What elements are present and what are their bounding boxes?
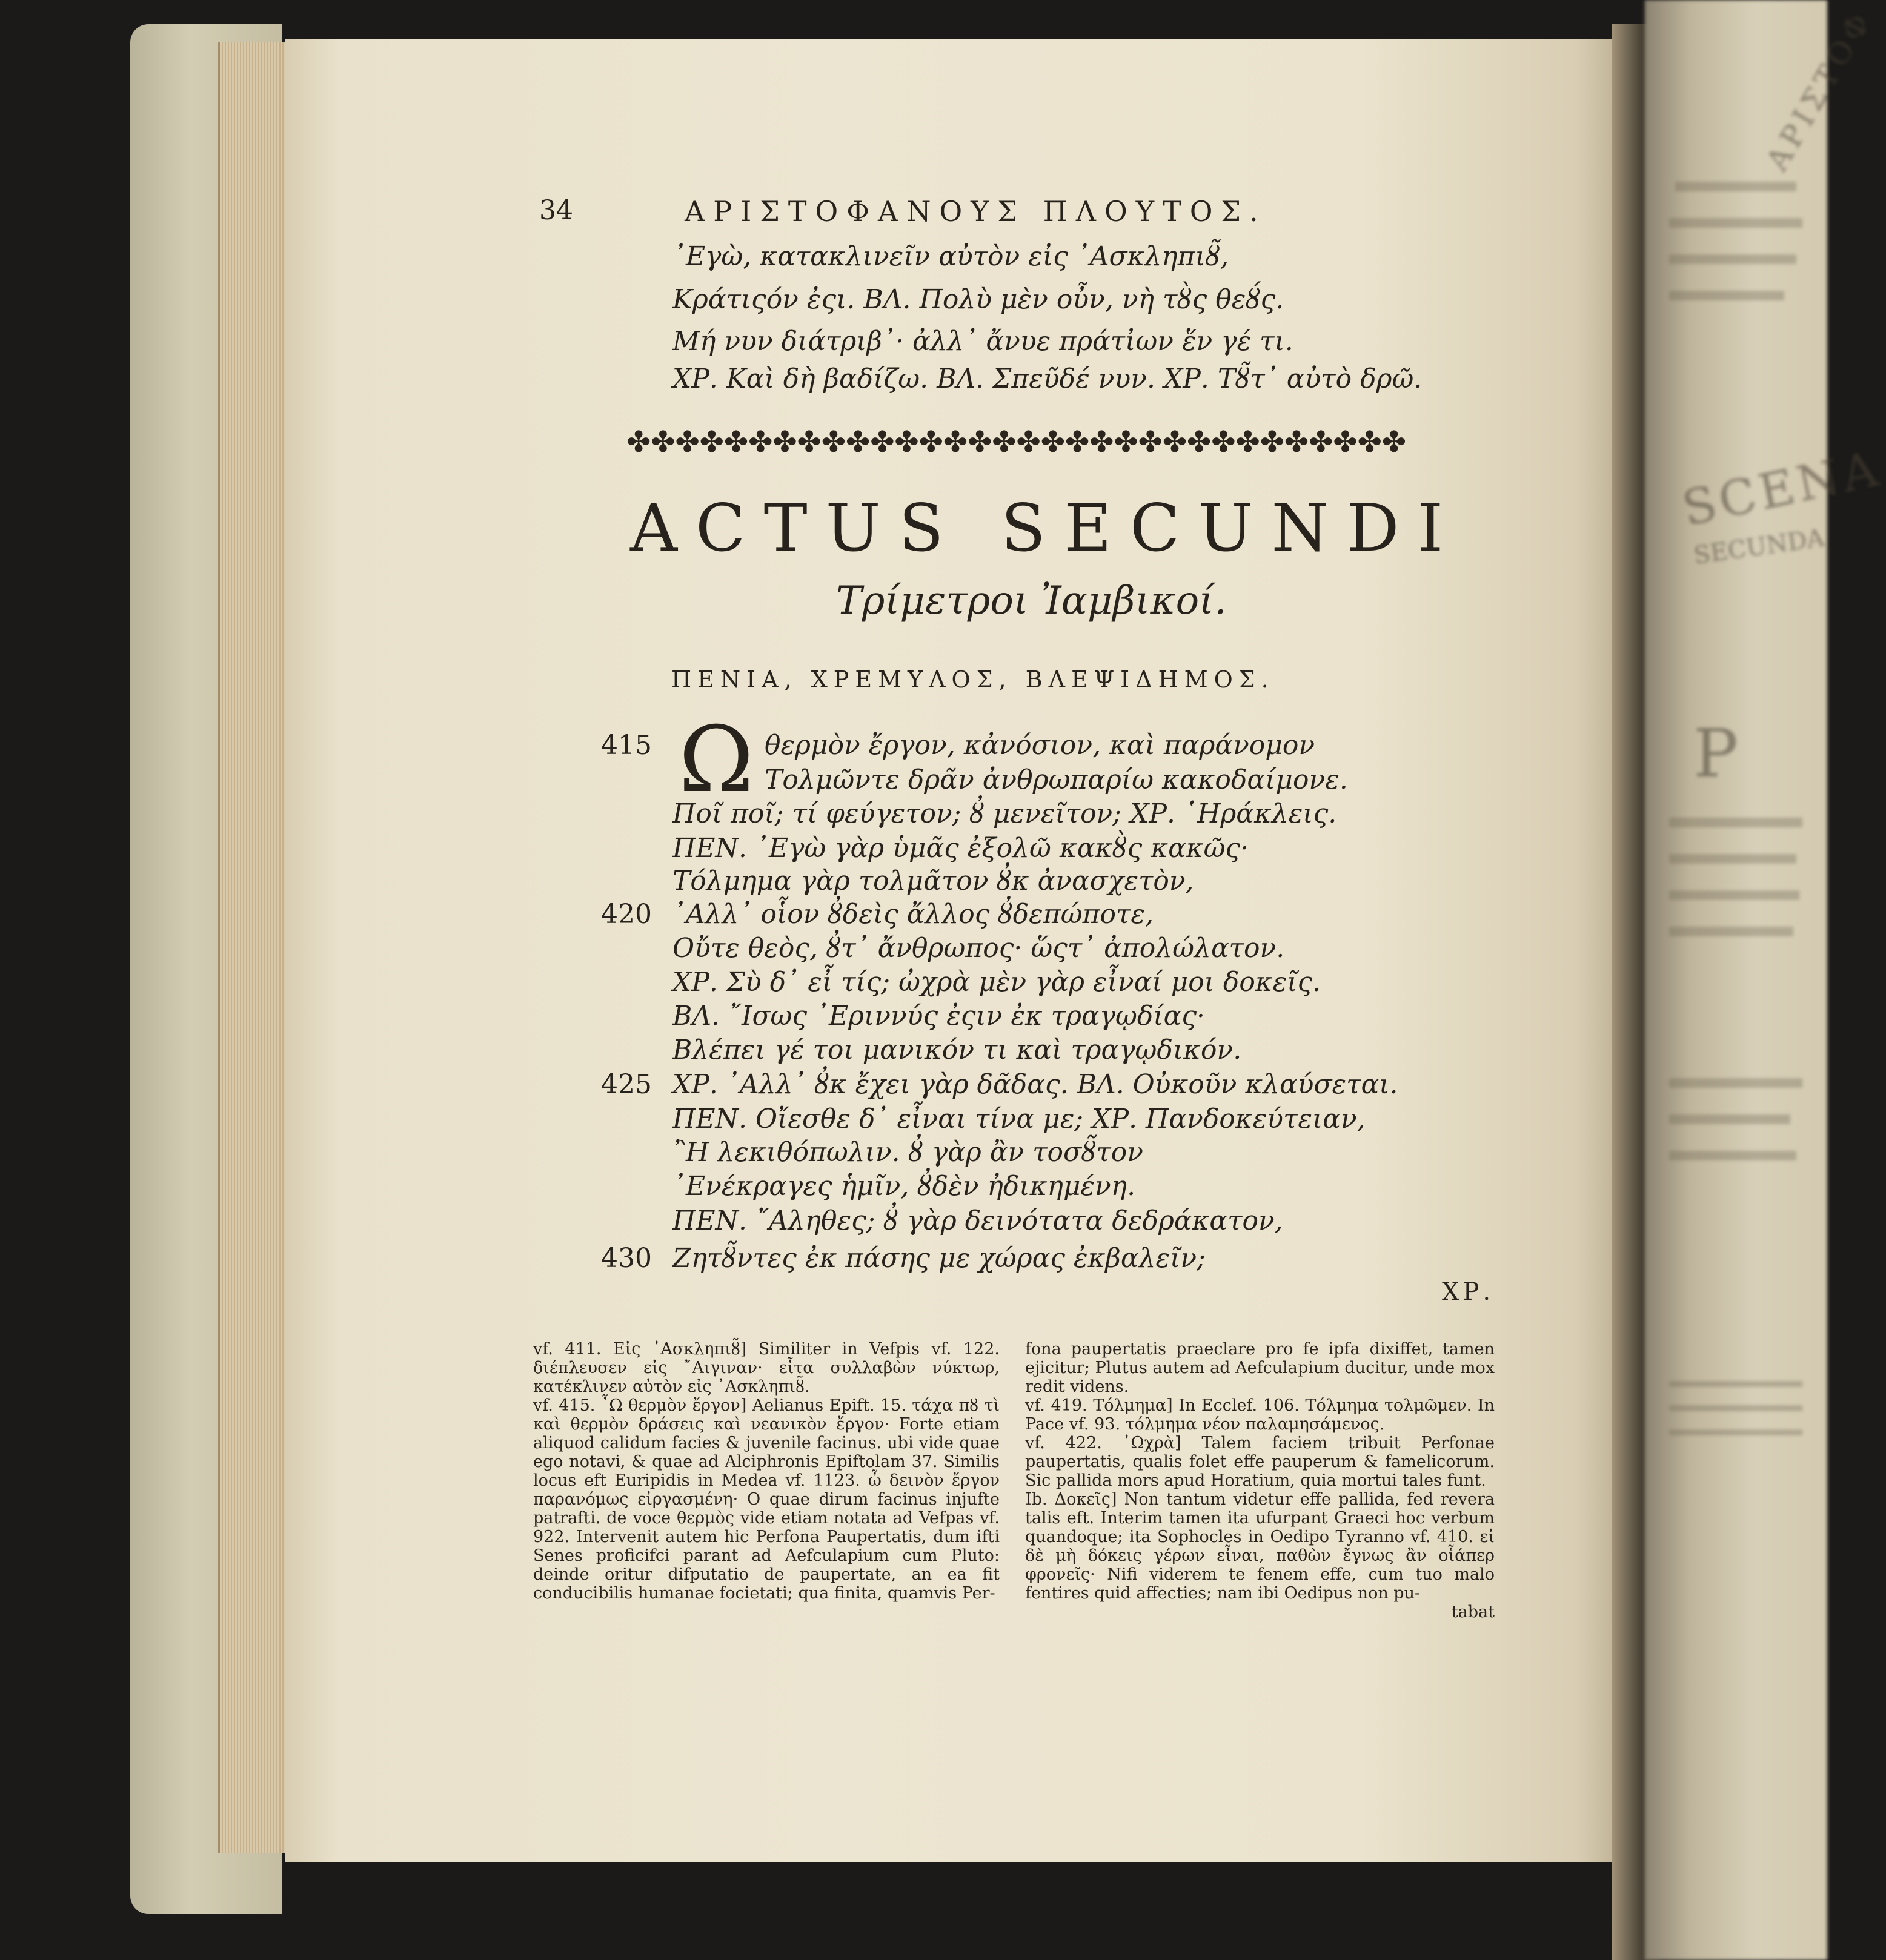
facing-page-text-line xyxy=(1669,1114,1790,1124)
facing-page-blurred xyxy=(1645,0,1886,1960)
act-title: ACTUS SECUNDI xyxy=(630,491,1462,566)
footnote: Ib. Δοκεῖς] Non tantum videtur effe pallida, fed revera talis eft. Interim tamen ita ufurpant Graeci hoc verbum quandoque; ita Sophocles in Oedipo Tyranno vf. 410. εἰ δὲ μὴ δόκεις γέρων εἶναι, παθὼν ἔγνως ἂν οἷάπερ φρονεῖς· Nifi viderem te fenem effe, cum tuo malo fentires quid affecties; nam ibi Oedipus non pu- xyxy=(1025,1490,1495,1603)
verse-line: ᾿Αλλ᾿ οἷον ȣ̓δεὶς ἄλλος ȣ̓δεπώποτε, xyxy=(672,899,1154,930)
footnote: fona paupertatis praeclare pro fe ipfa dixiffet, tamen ejicitur; Plutus autem ad Aefculapium ducitur, unde mox redit videns. xyxy=(1025,1340,1495,1396)
verse-line: ῍Η λεκιθόπωλιν. ȣ̓ γὰρ ἂν τοσȣ̃τον xyxy=(672,1137,1143,1168)
line-number: 430 xyxy=(601,1243,652,1274)
verse-line: Τόλμημα γὰρ τολμᾶτον ȣ̓κ ἀνασχετὸν, xyxy=(672,866,1194,896)
facing-page-text-line xyxy=(1669,1405,1802,1411)
footnote: vf. 415. ῏Ω θερμὸν ἔργον] Aelianus Epift. 15. τάχα πȣ τὶ καὶ θερμὸν δράσεις καὶ νεανικὸν ἔργον· Forte etiam aliquod calidum facies & juvenile facinus. ubi vide quae ego notavi, & quae ad Alciphronis Epiftolam 37. Similis locus eft Euripidis in Medea vf. 1123. ὦ δεινὸν ἔργον παρανόμως εἰργασμένη· O quae dirum facinus injufte patrafti. de voce θερμὸς vide etiam notata ad Vefpas vf. 922. Intervenit autem hic Perfona Paupertatis, dum ifti Senes proficifci parant ad Aefculapium cum Pluto: deinde oritur difputatio de paupertate, an ea fit conducibilis humanae focietati; qua finita, quamvis Per- xyxy=(533,1396,1000,1603)
footnote: vf. 419. Τόλμημα] In Ecclef. 106. Τόλμημα τολμῶμεν. In Pace vf. 93. τόλμημα νέον παλαμησάμενος. xyxy=(1025,1396,1495,1434)
verse-line: Κράτιςόν ἐςι. ΒΛ. Πολὺ μὲν οὖν, νὴ τȣ̀ς θεȣ́ς. xyxy=(672,284,1284,315)
verse-line: ΧΡ. Σὺ δ᾿ εἶ τίς; ὠχρὰ μὲν γὰρ εἶναί μοι δοκεῖς. xyxy=(672,967,1321,998)
verse-line: Ποῖ ποῖ; τί φεύγετον; ȣ̓ μενεῖτον; ΧΡ. ῾Ηράκλεις. xyxy=(672,798,1337,829)
meter-heading: Τρίμετροι Ἰαμβικοί. xyxy=(836,578,1227,623)
facing-page-text-line xyxy=(1675,182,1796,191)
verse-line: Ζητȣ̃ντες ἐκ πάσης με χώρας ἐκβαλεῖν; xyxy=(672,1243,1206,1274)
facing-page-fragment: ΑΡΙΣΤΟΦ xyxy=(1759,4,1880,177)
footnote: vf. 422. ᾿Ωχρὰ] Talem faciem tribuit Perfonae paupertatis, qualis folet effe pauperum & famelicorum. Sic pallida mors apud Horatium, quia mortui tales funt. xyxy=(1025,1434,1495,1490)
verse-line: ΧΡ. Καὶ δὴ βαδίζω. ΒΛ. Σπεῦδέ νυν. ΧΡ. Τȣ̃τ᾿ αὐτὸ δρῶ. xyxy=(672,363,1423,394)
verse-line: ΧΡ. ᾿Αλλ᾿ ȣ̓κ ἔχει γὰρ δᾶδας. ΒΛ. Οὐκοῦν κλαύσεται. xyxy=(672,1069,1398,1100)
facing-page-text-line xyxy=(1669,1078,1802,1088)
facing-page-fragment: P xyxy=(1693,715,1739,792)
footnote-last-word: tabat xyxy=(1451,1603,1495,1621)
verse-line: Μή νυν διάτριβ᾿· ἀλλ᾿ ἄνυε πράτἰων ἕν γέ τι. xyxy=(672,326,1293,357)
running-title: ΑΡΙΣΤΟΦΑΝΟΥΣ ΠΛΟΥΤΟΣ. xyxy=(685,195,1267,228)
footnotes-right-column xyxy=(1025,1340,1495,1621)
line-number: 425 xyxy=(601,1069,652,1100)
verse-line: ΠΕΝ. Οἴεσθε δ᾿ εἶναι τίνα με; ΧΡ. Πανδοκεύτειαν, xyxy=(672,1104,1366,1134)
verse-line: Οὔτε θεὸς, ȣ̓τ᾿ ἄνθρωπος· ὥςτ᾿ ἀπολώλατον. xyxy=(672,933,1285,964)
dramatis-personae: ΠΕΝΙΑ, ΧΡΕΜΥΛΟΣ, ΒΛΕΨΙΔΗΜΟΣ. xyxy=(671,666,1275,693)
facing-page-text-line xyxy=(1669,890,1799,900)
facing-page-text-line xyxy=(1669,818,1802,827)
footnote: vf. 411. Εἰς ᾿Ασκληπιȣ̃] Similiter in Vefpis vf. 122. διέπλευσεν εἰς ῎Αιγιναν· εἶτα συλλαβὼν νύκτωρ, κατέκλινεν αὐτὸν εἰς ᾿Ασκληπιȣ̃. xyxy=(533,1340,1000,1396)
line-number: 420 xyxy=(601,899,652,930)
page-number: 34 xyxy=(539,195,573,226)
verse-line: ΠΕΝ. ῎Αληθες; ȣ̓ γὰρ δεινότατα δεδράκατον, xyxy=(672,1205,1283,1236)
footnotes-left-column xyxy=(533,1340,1000,1603)
ornament-band: ✤✤✤✤✤✤✤✤✤✤✤✤✤✤✤✤✤✤✤✤✤✤✤✤✤✤✤✤✤✤✤✤ xyxy=(626,425,1406,459)
facing-page-text-line xyxy=(1669,927,1793,936)
page-edges xyxy=(218,42,287,1853)
verse-line: ᾿Ενέκραγες ἡμῖν, ȣ̓δὲν ἠδικημένη. xyxy=(672,1171,1136,1202)
facing-page-fragment: SECUNDA xyxy=(1692,524,1827,570)
facing-page-text-line xyxy=(1669,1381,1802,1387)
verse-line: ΒΛ. ῎Ισως ᾿Εριννύς ἐςιν ἐκ τραγῳδίας· xyxy=(672,1001,1205,1031)
facing-page-text-line xyxy=(1669,1429,1802,1435)
line-number: 415 xyxy=(601,730,652,761)
drop-cap: Ω xyxy=(679,707,754,813)
facing-page-text-line xyxy=(1669,291,1784,300)
facing-page-text-line xyxy=(1669,1151,1796,1160)
facing-page-text-line xyxy=(1669,254,1796,264)
facing-page-fragment: SCENA xyxy=(1677,440,1886,537)
verse-line: θερμὸν ἔργον, κἀνόσιον, καὶ παράνομον xyxy=(765,730,1315,761)
verse-line: Βλέπει γέ τοι μανικόν τι καὶ τραγῳδικόν. xyxy=(672,1035,1242,1065)
facing-page-text-line xyxy=(1669,218,1802,228)
catchword: ΧΡ. xyxy=(1442,1278,1495,1306)
verse-line: ΠΕΝ. ᾿Εγὼ γὰρ ὑμᾶς ἐξολῶ κακȣ̀ς κακῶς· xyxy=(672,833,1249,864)
verse-line: ᾿Εγὼ, κατακλινεῖν αὐτὸν εἰς ᾿Ασκληπιȣ̃, xyxy=(672,241,1229,272)
verse-line: Τολμῶντε δρᾶν ἀνθρωπαρίω κακοδαίμονε. xyxy=(765,764,1348,795)
facing-page-text-line xyxy=(1669,854,1796,864)
